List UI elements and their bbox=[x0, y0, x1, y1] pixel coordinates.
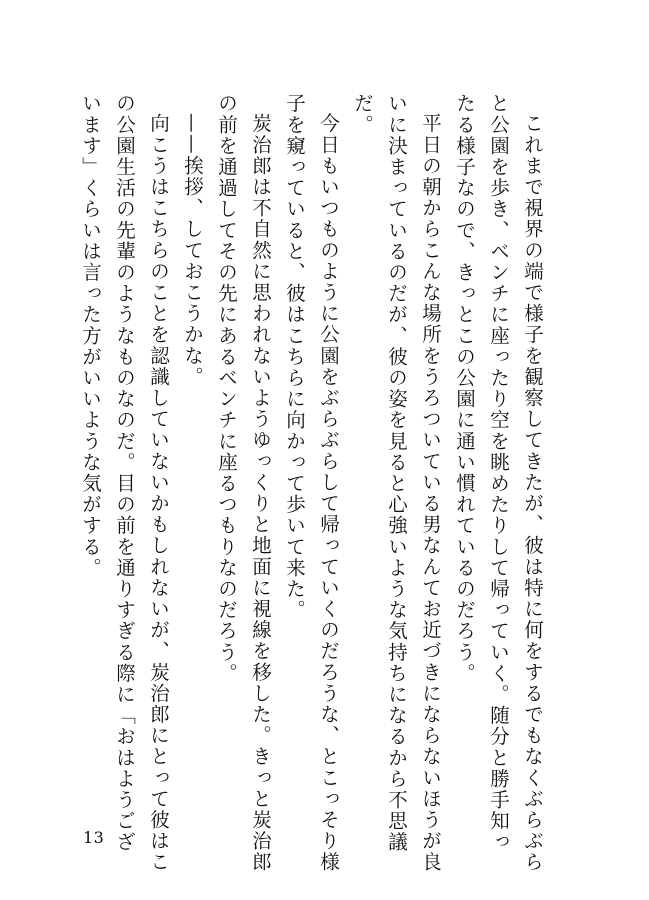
paragraph-3: 今日もいつものように公園をぶらぶらして帰っていくのだろうな、とこっそり様子を窺っていると、彼はこちらに向かって歩いて来た。 bbox=[283, 93, 340, 873]
body-text bbox=[73, 93, 549, 873]
paragraph-6: 向こうはこちらのことを認識していないかもしれないが、炭治郎にとって彼はこの公園生活の先輩のようなものなのだ。目の前を通りすぎる際に「おはようございます」くらいは言った方がいいような気がする。 bbox=[79, 93, 170, 873]
paragraph-1: これまで視界の端で様子を観察してきたが、彼は特に何をするでもなくぶらぶらと公園を歩き、ベンチに座ったり空を眺めたりして帰っていく。随分と勝手知ったる様子なので、きっとこの公園に通い慣れているのだろう。 bbox=[453, 93, 544, 873]
paragraph-2: 平日の朝からこんな場所をうろついている男なんてお近づきにならないほうが良いに決まっているのだが、彼の姿を見ると心強いような気持ちになるから不思議だ。 bbox=[351, 93, 442, 873]
page-number: 13 bbox=[83, 828, 105, 847]
paragraph-4: 炭治郎は不自然に思われないようゆっくりと地面に視線を移した。きっと炭治郎の前を通過してその先にあるベンチに座るつもりなのだろう。 bbox=[215, 93, 272, 873]
paragraph-5: ——挨拶、しておこうかな。 bbox=[181, 112, 204, 387]
